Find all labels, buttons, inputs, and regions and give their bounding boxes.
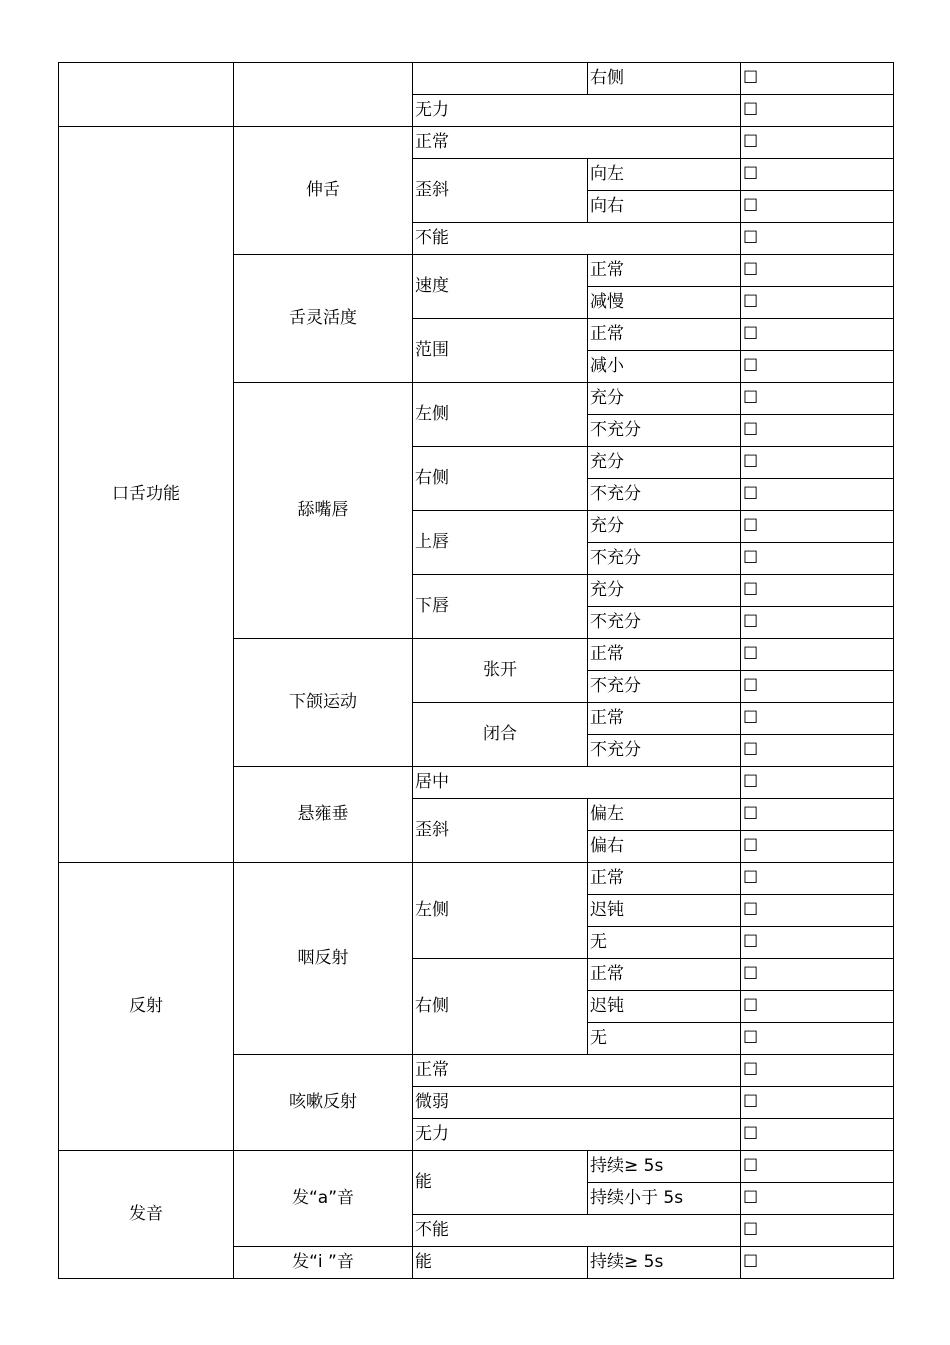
checkbox[interactable]: ☐ (741, 159, 894, 191)
detail-cell: 持续≥ 5s (588, 1151, 741, 1183)
sub-item-cell: 无力 (413, 95, 741, 127)
checkbox[interactable]: ☐ (741, 95, 894, 127)
detail-cell: 向右 (588, 191, 741, 223)
checkbox[interactable]: ☐ (741, 127, 894, 159)
checkbox[interactable]: ☐ (741, 895, 894, 927)
checkbox[interactable]: ☐ (741, 1151, 894, 1183)
detail-cell: 迟钝 (588, 895, 741, 927)
sub-item-cell: 左侧 (413, 863, 588, 959)
detail-cell: 不充分 (588, 671, 741, 703)
checkbox[interactable]: ☐ (741, 223, 894, 255)
item-cell: 发“a”音 (234, 1151, 413, 1247)
category-cell (59, 63, 234, 127)
sub-item-cell: 正常 (413, 1055, 741, 1087)
detail-cell: 不充分 (588, 543, 741, 575)
checkbox[interactable]: ☐ (741, 959, 894, 991)
item-cell: 下颌运动 (234, 639, 413, 767)
checkbox[interactable]: ☐ (741, 831, 894, 863)
detail-cell: 不充分 (588, 479, 741, 511)
checkbox[interactable]: ☐ (741, 1215, 894, 1247)
sub-item-cell: 能 (413, 1247, 588, 1279)
item-cell: 悬雍垂 (234, 767, 413, 863)
checkbox[interactable]: ☐ (741, 447, 894, 479)
detail-cell: 正常 (588, 703, 741, 735)
checkbox[interactable]: ☐ (741, 63, 894, 95)
sub-item-cell: 速度 (413, 255, 588, 319)
detail-cell: 正常 (588, 863, 741, 895)
item-cell (234, 63, 413, 127)
detail-cell: 充分 (588, 575, 741, 607)
checkbox[interactable]: ☐ (741, 703, 894, 735)
detail-cell: 持续小于 5s (588, 1183, 741, 1215)
checkbox[interactable]: ☐ (741, 799, 894, 831)
sub-item-cell: 右侧 (413, 447, 588, 511)
checkbox[interactable]: ☐ (741, 383, 894, 415)
detail-cell: 正常 (588, 959, 741, 991)
detail-cell: 偏左 (588, 799, 741, 831)
detail-cell: 充分 (588, 511, 741, 543)
checkbox[interactable]: ☐ (741, 1119, 894, 1151)
assessment-table (58, 62, 894, 1279)
item-cell: 咳嗽反射 (234, 1055, 413, 1151)
checkbox[interactable]: ☐ (741, 767, 894, 799)
checkbox[interactable]: ☐ (741, 607, 894, 639)
checkbox[interactable]: ☐ (741, 735, 894, 767)
checkbox[interactable]: ☐ (741, 415, 894, 447)
checkbox[interactable]: ☐ (741, 863, 894, 895)
detail-cell: 正常 (588, 255, 741, 287)
detail-cell: 迟钝 (588, 991, 741, 1023)
checkbox[interactable]: ☐ (741, 479, 894, 511)
detail-cell: 正常 (588, 639, 741, 671)
sub-item-cell: 能 (413, 1151, 588, 1215)
checkbox[interactable]: ☐ (741, 1247, 894, 1279)
item-cell: 发“i ”音 (234, 1247, 413, 1279)
sub-item-cell: 歪斜 (413, 799, 588, 863)
detail-cell: 偏右 (588, 831, 741, 863)
checkbox[interactable]: ☐ (741, 319, 894, 351)
sub-item-cell: 右侧 (413, 959, 588, 1055)
checkbox[interactable]: ☐ (741, 191, 894, 223)
checkbox[interactable]: ☐ (741, 1023, 894, 1055)
checkbox[interactable]: ☐ (741, 287, 894, 319)
sub-item-cell: 上唇 (413, 511, 588, 575)
sub-item-cell: 张开 (413, 639, 588, 703)
detail-cell: 不充分 (588, 607, 741, 639)
category-cell: 发音 (59, 1151, 234, 1279)
detail-cell: 减小 (588, 351, 741, 383)
detail-cell: 充分 (588, 447, 741, 479)
table-row (59, 63, 894, 95)
detail-cell: 右侧 (588, 63, 741, 95)
checkbox[interactable]: ☐ (741, 639, 894, 671)
sub-item-cell: 下唇 (413, 575, 588, 639)
item-cell: 咽反射 (234, 863, 413, 1055)
detail-cell: 不充分 (588, 735, 741, 767)
detail-cell: 向左 (588, 159, 741, 191)
sub-item-cell: 闭合 (413, 703, 588, 767)
checkbox[interactable]: ☐ (741, 671, 894, 703)
checkbox[interactable]: ☐ (741, 543, 894, 575)
checkbox[interactable]: ☐ (741, 991, 894, 1023)
category-cell: 口舌功能 (59, 127, 234, 863)
item-cell: 舔嘴唇 (234, 383, 413, 639)
table-row (59, 863, 894, 895)
sub-item-cell: 不能 (413, 1215, 741, 1247)
detail-cell: 减慢 (588, 287, 741, 319)
checkbox[interactable]: ☐ (741, 1055, 894, 1087)
checkbox[interactable]: ☐ (741, 351, 894, 383)
checkbox[interactable]: ☐ (741, 1183, 894, 1215)
checkbox[interactable]: ☐ (741, 927, 894, 959)
detail-cell: 充分 (588, 383, 741, 415)
detail-cell: 正常 (588, 319, 741, 351)
sub-item-cell (413, 63, 588, 95)
sub-item-cell: 居中 (413, 767, 741, 799)
sub-item-cell: 左侧 (413, 383, 588, 447)
table-row (59, 127, 894, 159)
sub-item-cell: 无力 (413, 1119, 741, 1151)
detail-cell: 不充分 (588, 415, 741, 447)
detail-cell: 无 (588, 927, 741, 959)
table-row (59, 1151, 894, 1183)
sub-item-cell: 歪斜 (413, 159, 588, 223)
sub-item-cell: 正常 (413, 127, 741, 159)
item-cell: 伸舌 (234, 127, 413, 255)
category-cell: 反射 (59, 863, 234, 1151)
sub-item-cell: 微弱 (413, 1087, 741, 1119)
checkbox[interactable]: ☐ (741, 511, 894, 543)
detail-cell: 持续≥ 5s (588, 1247, 741, 1279)
sub-item-cell: 不能 (413, 223, 741, 255)
checkbox[interactable]: ☐ (741, 575, 894, 607)
sub-item-cell: 范围 (413, 319, 588, 383)
checkbox[interactable]: ☐ (741, 1087, 894, 1119)
detail-cell: 无 (588, 1023, 741, 1055)
checkbox[interactable]: ☐ (741, 255, 894, 287)
item-cell: 舌灵活度 (234, 255, 413, 383)
